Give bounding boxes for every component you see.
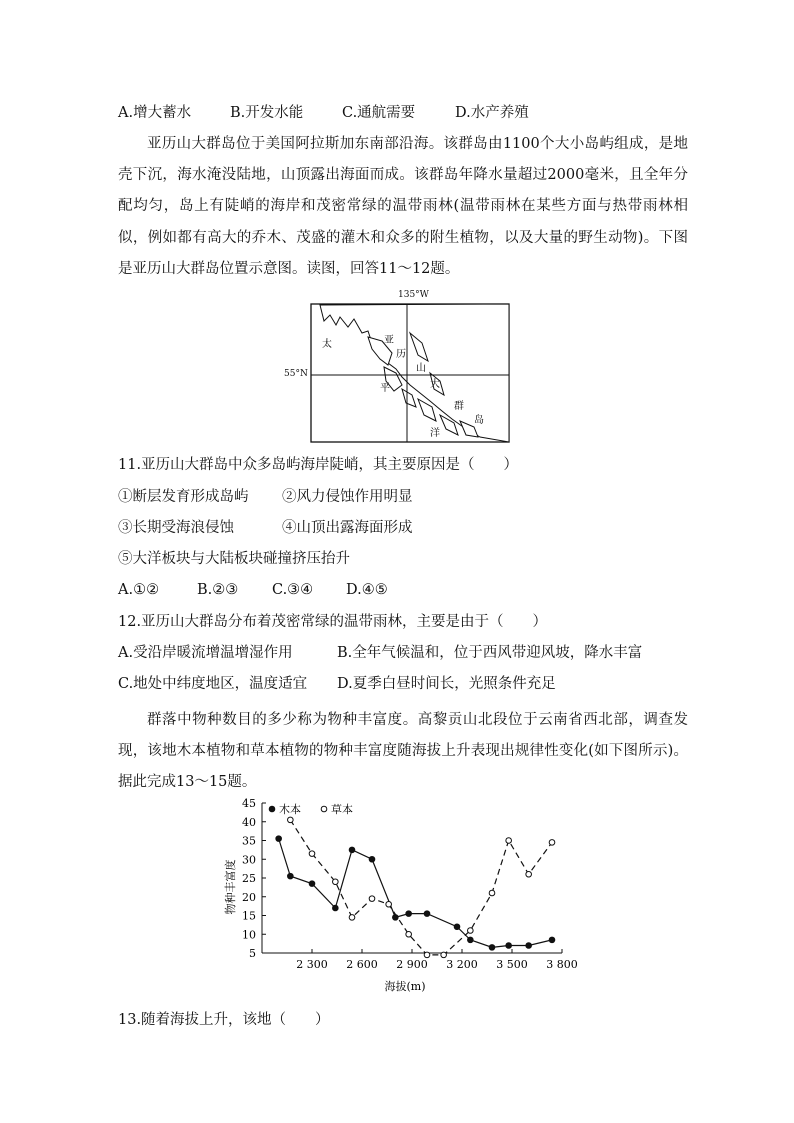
map-label-yang: 洋	[430, 428, 440, 439]
map-label-dao: 岛	[474, 415, 484, 426]
legend-label-herbaceous: 草本	[331, 803, 353, 816]
data-point-woody	[506, 943, 512, 949]
data-point-woody	[393, 915, 399, 921]
q12-option-b: B.全年气候温和，位于西风带迎风坡，降水丰富	[337, 645, 643, 661]
q10-option-d: D.水产养殖	[455, 105, 529, 121]
species-richness-chart	[222, 795, 582, 995]
map-label-ya: 亚	[384, 335, 394, 346]
data-point-herbaceous	[549, 840, 555, 846]
archipelago-location-map	[310, 303, 510, 443]
q10-option-c: C.通航需要	[342, 105, 416, 121]
data-point-herbaceous	[526, 871, 532, 877]
q11-item-4: ④山顶出露海面形成	[282, 520, 413, 536]
legend-marker-herbaceous	[321, 806, 327, 812]
q12-option-c: C.地处中纬度地区，温度适宜	[118, 676, 308, 692]
x-tick-label: 3 500	[496, 958, 528, 971]
q11-option-b: B.②③	[197, 582, 239, 598]
y-tick-label: 25	[242, 872, 256, 885]
data-point-herbaceous	[424, 952, 430, 958]
passage-species-richness: 群落中物种数目的多少称为物种丰富度。高黎贡山北段位于云南省西北部，调查发现，该地木本植物和草本植物的物种丰富度随海拔上升表现出规律性变化(如下图所示)。据此完成13～15题。	[118, 712, 688, 791]
y-tick-label: 5	[249, 947, 256, 960]
data-point-herbaceous	[406, 931, 412, 937]
data-point-woody	[369, 856, 375, 862]
legend-label-woody: 木本	[279, 803, 301, 816]
q12-option-d: D.夏季白昼时间长，光照条件充足	[337, 676, 556, 692]
q12-stem: 12.亚历山大群岛分布着茂密常绿的温带雨林，主要是由于（ ）	[118, 614, 548, 630]
x-tick-label: 3 800	[546, 958, 578, 971]
q10-option-a: A.增大蓄水	[118, 105, 192, 121]
map-latitude-label: 55°N	[284, 369, 308, 379]
q11-option-d: D.④⑤	[346, 582, 388, 598]
data-point-woody	[424, 911, 430, 917]
data-point-herbaceous	[369, 896, 375, 902]
q11-option-a: A.①②	[118, 582, 160, 598]
map-label-ping: 平	[380, 383, 390, 394]
data-point-woody	[333, 905, 339, 911]
y-tick-label: 15	[242, 909, 256, 923]
data-point-herbaceous	[309, 851, 315, 857]
y-tick-label: 30	[242, 853, 256, 867]
chart-axes	[262, 803, 562, 953]
data-point-woody	[349, 847, 355, 853]
chart-x-axis-label: 海拔(m)	[384, 980, 426, 993]
map-label-da: 大	[430, 379, 440, 390]
q11-stem: 11.亚历山大群岛中众多岛屿海岸陡峭，其主要原因是（ ）	[118, 457, 519, 473]
map-label-tai: 太	[322, 339, 332, 350]
data-point-herbaceous	[288, 817, 294, 823]
series-line-woody	[279, 839, 552, 948]
data-point-herbaceous	[489, 890, 495, 896]
y-tick-label: 40	[242, 815, 256, 829]
q10-option-b: B.开发水能	[230, 105, 304, 121]
q11-option-c: C.③④	[272, 582, 314, 598]
passage-alexander-archipelago: 亚历山大群岛位于美国阿拉斯加东南部沿海。该群岛由1100个大小岛屿组成，是地壳下沉，海水淹没陆地，山顶露出海面而成。该群岛年降水量超过2000毫米，且全年分配均匀，岛上有陡峭的海岸和茂密常绿的温带雨林(温带雨林在某些方面与热带雨林相似，例如都有高大的乔木、茂盛的灌木和众多的附生植物，以及大量的野生动物)。下图是亚历山大群岛位置示意图。读图，回答11～12题。	[118, 136, 688, 277]
map-label-li: 历	[396, 349, 406, 360]
data-point-herbaceous	[333, 879, 339, 885]
q11-item-3: ③长期受海浪侵蚀	[118, 520, 234, 536]
data-point-woody	[468, 937, 474, 943]
y-tick-label: 10	[242, 928, 256, 942]
q13-stem: 13.随着海拔上升，该地（ ）	[118, 1012, 330, 1028]
data-point-herbaceous	[349, 915, 355, 921]
q12-option-a: A.受沿岸暖流增温增湿作用	[118, 645, 293, 661]
data-point-woody	[406, 911, 412, 917]
q11-item-2: ②风力侵蚀作用明显	[282, 489, 413, 505]
data-point-woody	[309, 881, 315, 887]
data-point-woody	[489, 945, 495, 951]
y-tick-label: 35	[242, 834, 256, 848]
x-tick-label: 2 900	[396, 958, 428, 971]
data-point-herbaceous	[441, 952, 447, 958]
map-label-qun: 群	[454, 401, 464, 412]
x-tick-label: 2 300	[296, 958, 328, 971]
q11-item-1: ①断层发育形成岛屿	[118, 489, 249, 505]
legend-marker-woody	[269, 806, 275, 812]
series-line-herbaceous	[290, 820, 552, 955]
data-point-woody	[549, 937, 555, 943]
y-tick-label: 45	[242, 797, 256, 810]
data-point-herbaceous	[468, 928, 474, 934]
chart-y-axis-label: 物种丰富度	[224, 859, 237, 915]
data-point-woody	[288, 873, 294, 879]
data-point-herbaceous	[506, 838, 512, 844]
map-longitude-label: 135°W	[398, 290, 429, 300]
x-tick-label: 3 200	[446, 958, 478, 971]
q11-item-5: ⑤大洋板块与大陆板块碰撞挤压抬升	[118, 551, 350, 567]
data-point-herbaceous	[386, 901, 392, 907]
data-point-woody	[526, 943, 532, 949]
y-tick-label: 20	[242, 890, 256, 904]
data-point-woody	[454, 924, 460, 930]
x-tick-label: 2 600	[346, 958, 378, 971]
map-label-shan: 山	[416, 363, 426, 374]
data-point-woody	[276, 836, 282, 842]
